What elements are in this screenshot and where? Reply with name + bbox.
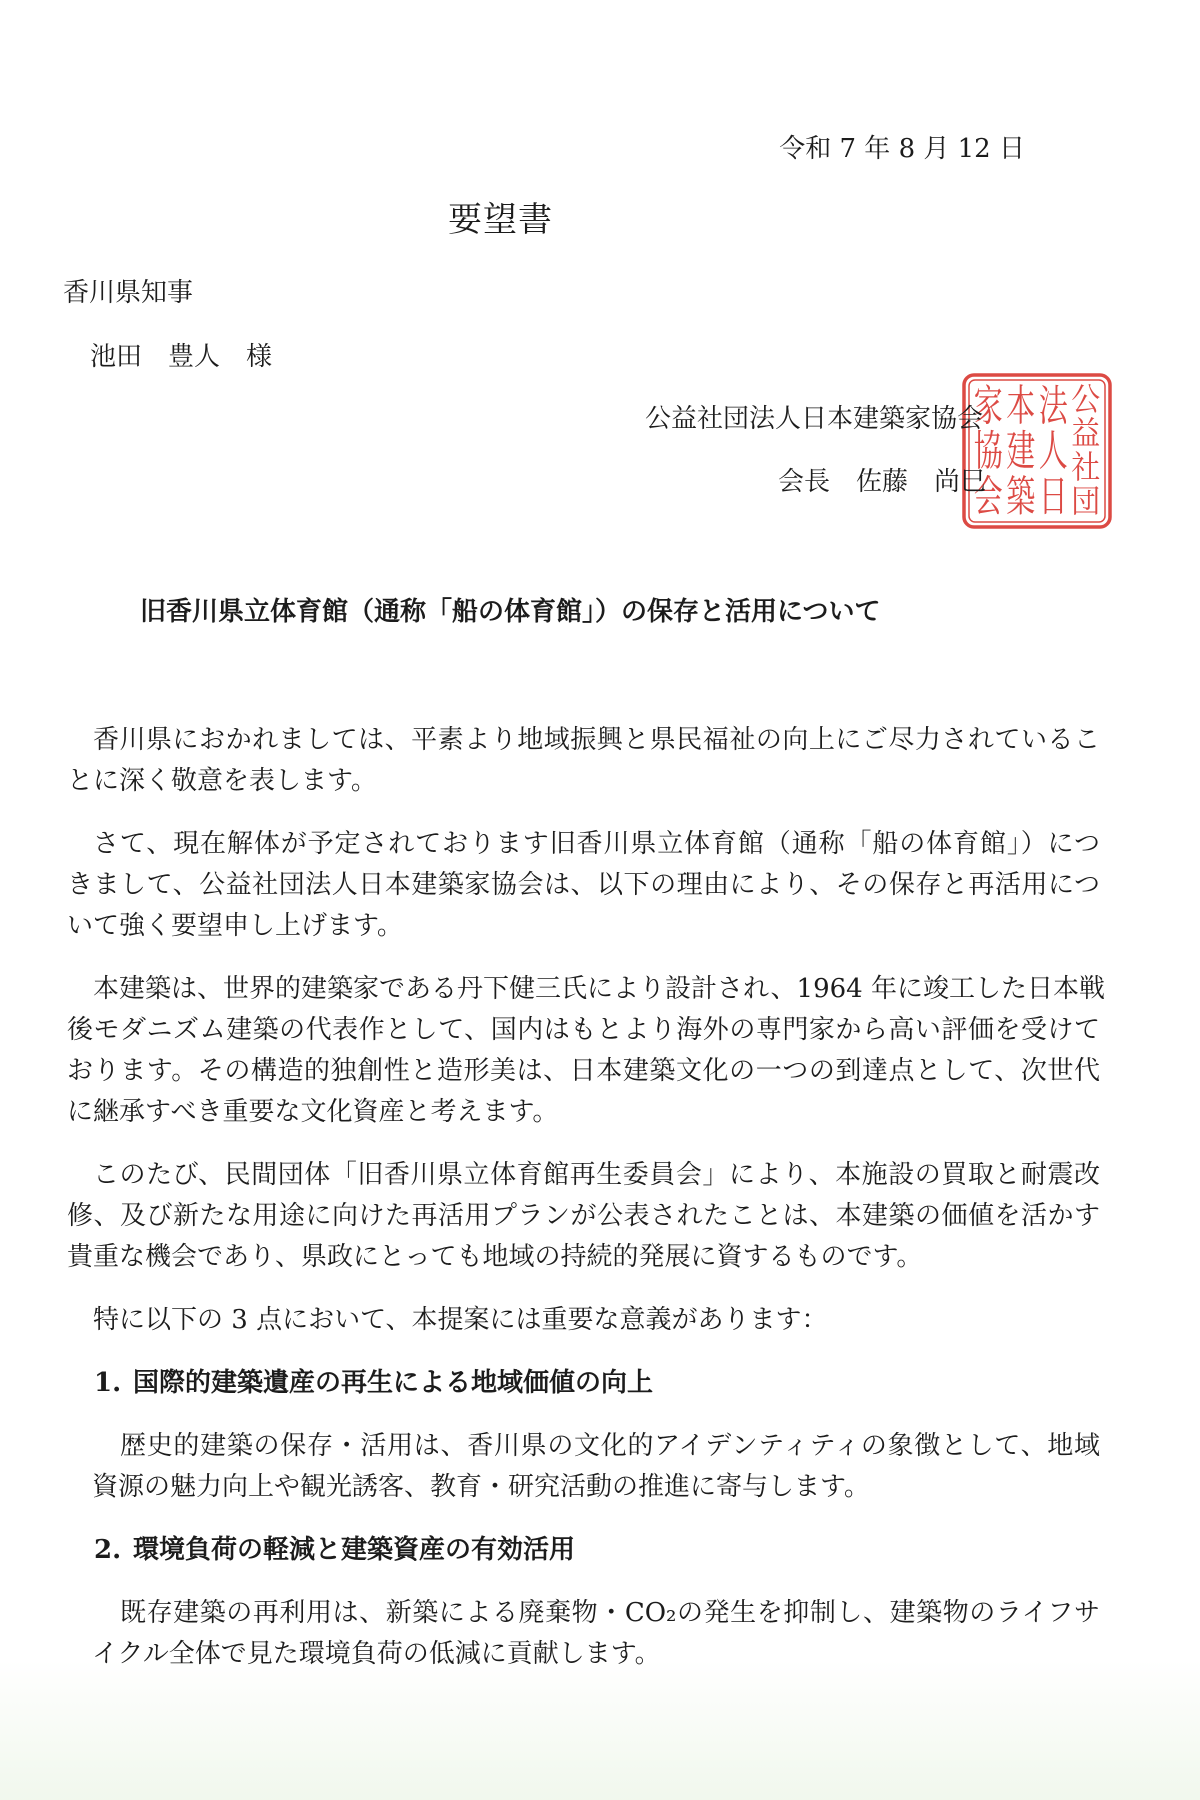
sender-organization: 公益社団法人日本建築家協会 (645, 404, 984, 434)
point-heading-1 (67, 1363, 1100, 1404)
point-body-1 (67, 1426, 1100, 1508)
document-title: 要望書 (448, 200, 553, 240)
paragraph-line: さて、現在解体が予定されております旧香川県立体育館（通称「船の体育館」）につ (93, 829, 1100, 859)
paragraph-significance (67, 969, 1105, 1133)
point-body-2 (67, 1593, 1100, 1675)
seal-char: 法 (1038, 380, 1068, 431)
paragraph-line: 本建築は、世界的建築家である丹下健三氏により設計され、1964 年に竣工した日本戦 (93, 974, 1105, 1004)
paragraph-line: に継承すべき重要な文化資産と考えます。 (67, 1097, 559, 1127)
paragraph-line: このたび、民間団体「旧香川県立体育館再生委員会」により、本施設の買取と耐震改 (93, 1160, 1100, 1190)
letter-date: 令和 7 年 8 月 12 日 (779, 134, 1025, 164)
paragraph-line: イクル全体で見た環境負荷の低減に貢献します。 (92, 1639, 661, 1669)
paragraph-line: とに深く敬意を表します。 (67, 766, 377, 796)
paragraph-line: いて強く要望申し上げます。 (67, 911, 403, 941)
seal-char: 家 (973, 380, 1003, 431)
point-heading-2 (67, 1530, 1100, 1571)
point-heading-text: 国際的建築遺産の再生による地域価値の向上 (133, 1368, 654, 1398)
paragraph-line: おります。その構造的独創性と造形美は、日本建築文化の一つの到達点として、次世代 (67, 1056, 1100, 1086)
seal-char: 公 (1071, 381, 1101, 419)
seal-char: 協 (973, 425, 1003, 477)
seal-char: 団 (1071, 483, 1101, 521)
paragraph-line: 修、及び新たな用途に向けた再活用プランが公表されたことは、本建築の価値を活かす (67, 1201, 1100, 1231)
official-seal-stamp (962, 373, 1112, 529)
paragraph-intro (67, 720, 1100, 802)
paragraph-request (67, 824, 1100, 947)
point-heading-line (94, 1530, 1100, 1571)
paragraph-line: 資源の魅力向上や観光誘客、教育・研究活動の推進に寄与します。 (92, 1472, 870, 1502)
point-heading-line (94, 1363, 1100, 1404)
paragraph-line: 特に以下の 3 点において、本提案には重要な意義があります： (93, 1305, 828, 1335)
seal-char: 社 (1071, 449, 1101, 487)
paragraph-lead (67, 1300, 1100, 1341)
recipient-name: 池田 豊人 様 (90, 342, 273, 372)
seal-char: 建 (1006, 425, 1036, 477)
point-number: 1. (94, 1368, 122, 1398)
paragraph-line: 香川県におかれましては、平素より地域振興と県民福祉の向上にご尽力されているこ (93, 725, 1100, 755)
seal-char: 築 (1006, 471, 1036, 522)
seal-char: 日 (1038, 471, 1068, 522)
paragraph-line: 貴重な機会であり、県政にとっても地域の持続的発展に資するものです。 (67, 1242, 923, 1272)
paragraph-line: 後モダニズム建築の代表作として、国内はもとより海外の専門家から高い評価を受けて (67, 1015, 1100, 1045)
paragraph-proposal (67, 1155, 1100, 1278)
point-number: 2. (94, 1535, 122, 1565)
seal-char: 会 (973, 471, 1003, 522)
seal-char: 本 (1006, 380, 1036, 431)
paragraph-line: きまして、公益社団法人日本建築家協会は、以下の理由により、その保存と再活用につ (67, 870, 1100, 900)
letter-body (67, 720, 1105, 1675)
seal-char: 人 (1038, 425, 1068, 477)
subject-line: 旧香川県立体育館（通称「船の体育館」）の保存と活用について (140, 597, 881, 627)
sender-representative: 会長 佐藤 尚巳 (778, 467, 987, 497)
paragraph-line: 既存建築の再利用は、新築による廃棄物・CO₂の発生を抑制し、建築物のライフサ (120, 1598, 1100, 1628)
paragraph-line: 歴史的建築の保存・活用は、香川県の文化的アイデンティティの象徴として、地域 (120, 1431, 1100, 1461)
point-heading-text: 環境負荷の軽減と建築資産の有効活用 (133, 1535, 576, 1565)
seal-lettering (974, 381, 1100, 522)
recipient-title: 香川県知事 (63, 278, 194, 308)
seal-char: 益 (1071, 415, 1101, 453)
